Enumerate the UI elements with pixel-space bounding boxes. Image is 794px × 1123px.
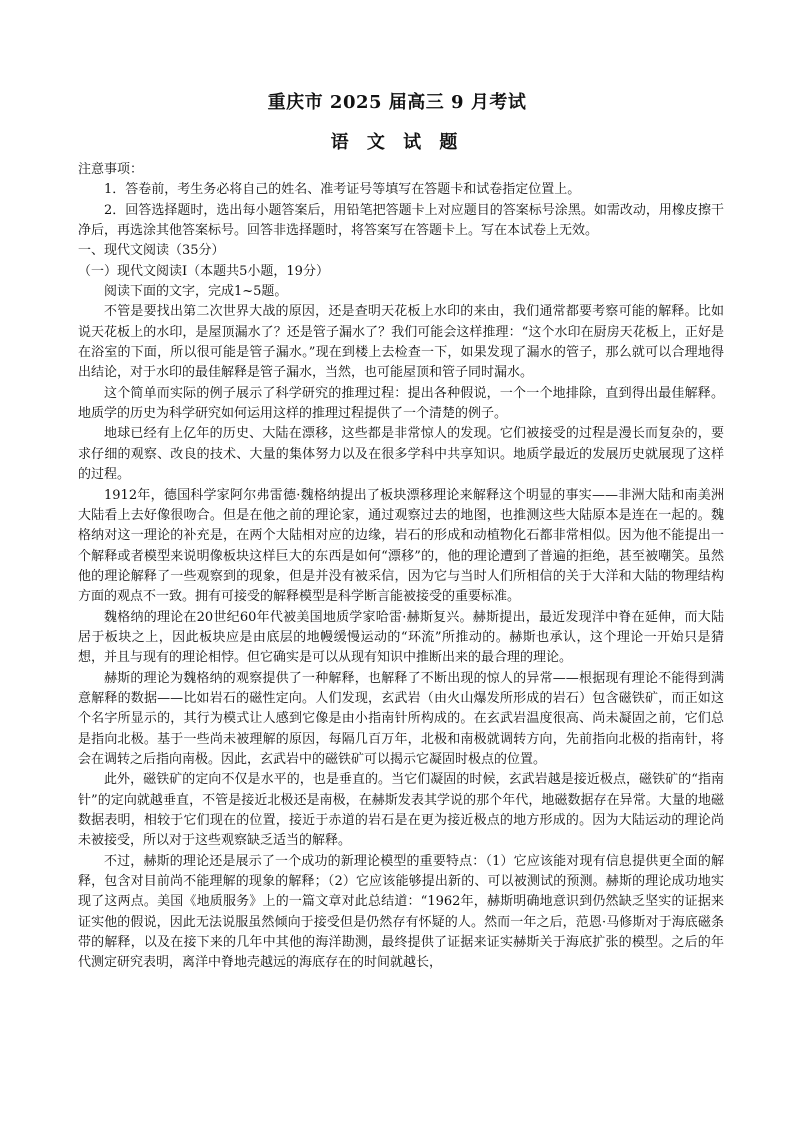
- passage-paragraph: 此外，磁铁矿的定向不仅是水平的，也是垂直的。当它们凝固的时候，玄武岩越是接近极点，磁铁矿的“指南针”的定向就越垂直，不管是接近北极还是南极，在赫斯发表其学说的那个年代，地磁数据存在异常。大量的地磁数据表明，相较于它们现在的位置，接近于赤道的岩石是在更为接近极点的地方形成的。因为大陆运动的理论尚未被接受，所以对于这些观察缺乏适当的解释。: [78, 772, 724, 849]
- passage-paragraph: 1912年，德国科学家阿尔弗雷德·魏格纳提出了板块漂移理论来解释这个明显的事实——非洲大陆和南美洲大陆看上去好像很吻合。但是在他之前的理论家，通过观察过去的地图，也推测这些大陆原本是连在一起的。魏格纳对这一理论的补充是，在两个大陆相对应的边缘，岩石的形成和动植物化石都非常相似。因为他不能提出一个解释或者模型来说明像板块这样巨大的东西是如何“漂移”的，他的理论遭到了普遍的拒绝，甚至被嘲笑。虽然他的理论解释了一些观察到的现象，但是并没有被采信，因为它与当时人们所相信的关于大洋和大陆的物理结构方面的观点不一致。拥有可接受的解释模型是科学断言能被接受的重要标准。: [78, 487, 724, 605]
- note-item: 2．回答选择题时，选出每小题答案后，用铅笔把答题卡上对应题目的答案标号涂黑。如需改动，用橡皮擦干净后，再选涂其他答案标号。回答非选择题时，将答案写在答题卡上。写在本试卷上无效。: [78, 202, 724, 239]
- exam-content: [78, 160, 724, 974]
- section-heading: 一、现代文阅读（35分）: [78, 243, 225, 259]
- passage-paragraph: 魏格纳的理论在20世纪60年代被美国地质学家哈雷·赫斯复兴。赫斯提出，最近发现洋中脊在延伸，而大陆居于板块之上，因此板块应是由底层的地幔缓慢运动的“环流”所推动的。赫斯也承认，这个理论一开始只是猜想，并且与现有的理论相悖。但它确实是可以从现有知识中推断出来的最合理的理论。: [78, 609, 724, 666]
- passage-paragraph: 这个简单而实际的例子展示了科学研究的推理过程：提出各种假说，一个一个地排除，直到得出最佳解释。地质学的历史为科学研究如何运用这样的推理过程提供了一个清楚的例子。: [78, 385, 724, 422]
- exam-title: 重庆市 2025 届高三 9 月考试: [267, 92, 527, 113]
- passage-paragraph: 地球已经有上亿年的历史、大陆在漂移，这些都是非常惊人的发现。它们被接受的过程是漫长而复杂的，要求仔细的观察、改良的技术、大量的集体努力以及在很多学科中共享知识。地质学最近的发展历史就展现了这样的过程。: [78, 426, 724, 483]
- notes-heading: 注意事项：: [78, 162, 144, 177]
- reading-instruction: 阅读下面的文字，完成1~5题。: [104, 284, 288, 300]
- subsection-heading: （一）现代文阅读Ⅰ（本题共5小题，19分）: [78, 263, 329, 279]
- exam-subtitle: 语 文 试 题: [330, 132, 464, 153]
- passage-paragraph: 不管是要找出第二次世界大战的原因，还是查明天花板上水印的来由，我们通常都要考察可能的解释。比如说天花板上的水印，是屋顶漏水了？还是管子漏水了？我们可能会这样推理：“这个水印在厨房天花板上，正好是在浴室的下面，所以很可能是管子漏水。”现在到楼上去检查一下，如果发现了漏水的管子，那么就可以合理地得出结论，对于水印的最佳解释是管子漏水，当然，也可能屋顶和管子同时漏水。: [78, 304, 724, 381]
- passage-paragraph: 不过，赫斯的理论还是展示了一个成功的新理论模型的重要特点：（1）它应该能对现有信息提供更全面的解释，包含对目前尚不能理解的现象的解释；（2）它应该能够提出新的、可以被测试的预测。赫斯的理论成功地实现了这两点。美国《地质服务》上的一篇文章对此总结道：“1962年，赫斯明确地意识到仍然缺乏坚实的证据来证实他的假说，因此无法说服虽然倾向于接受但是仍然存有怀疑的人。然而一年之后，范恩·马修斯对于海底磁条带的解释，以及在接下来的几年中其他的海洋勘测，最终提供了证据来证实赫斯关于海底扩张的模型。之后的年代测定研究表明，离洋中脊地壳越远的海底存在的时间就越长，: [78, 853, 724, 971]
- passage-paragraph: 赫斯的理论为魏格纳的观察提供了一种解释，也解释了不断出现的惊人的异常——根据现有理论不能得到满意解释的数据——比如岩石的磁性定向。人们发现，玄武岩（由火山爆发所形成的岩石）包含磁铁矿，而正如这个名字所显示的，其行为模式让人感到它像是由小指南针所构成的。在玄武岩温度很高、尚未凝固之前，它们总是指向北极。基于一些尚未被理解的原因，每隔几百万年，北极和南极就调转方向，先前指向北极的指南针，将会在调转之后指向南极。因此，玄武岩中的磁铁矿可以揭示它凝固时极点的位置。: [78, 670, 724, 767]
- note-item: 1．答卷前，考生务必将自己的姓名、准考证号等填写在答题卡和试卷指定位置上。: [104, 182, 581, 198]
